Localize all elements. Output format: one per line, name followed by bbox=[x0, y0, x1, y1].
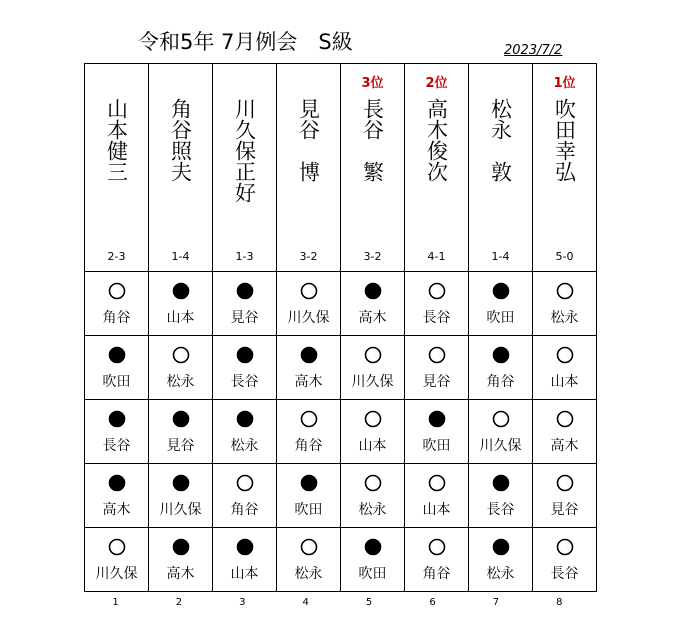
opponent-name: 松永 bbox=[166, 374, 195, 390]
player-rank: 2位 bbox=[425, 76, 448, 91]
result-cell bbox=[213, 464, 277, 528]
opponent-name: 松永 bbox=[358, 502, 387, 518]
opponent-name: 高木 bbox=[550, 438, 579, 454]
opponent-name: 川久保 bbox=[351, 374, 394, 390]
win-circle-icon bbox=[492, 410, 510, 428]
loss-circle-icon bbox=[300, 346, 318, 364]
result-cell bbox=[213, 336, 277, 400]
player-record: 4-1 bbox=[427, 250, 446, 263]
result-cell bbox=[533, 528, 597, 592]
win-circle-icon bbox=[428, 282, 446, 300]
win-circle-icon bbox=[428, 474, 446, 492]
opponent-name: 見谷 bbox=[166, 438, 195, 454]
result-cell bbox=[405, 400, 469, 464]
opponent-name: 松永 bbox=[294, 566, 323, 582]
win-circle-icon bbox=[364, 410, 382, 428]
win-circle-icon bbox=[172, 346, 190, 364]
round-row bbox=[85, 528, 597, 592]
result-cell bbox=[341, 464, 405, 528]
result-cell bbox=[405, 464, 469, 528]
player-header-cell bbox=[149, 64, 213, 272]
results-table bbox=[84, 63, 597, 592]
result-cell bbox=[277, 272, 341, 336]
win-circle-icon bbox=[556, 474, 574, 492]
opponent-name: 松永 bbox=[550, 310, 579, 326]
player-header-row bbox=[85, 64, 597, 272]
player-name: 川久保正好 bbox=[232, 98, 257, 203]
opponent-name: 長谷 bbox=[230, 374, 259, 390]
player-header-cell bbox=[405, 64, 469, 272]
opponent-name: 山本 bbox=[358, 438, 387, 454]
win-circle-icon bbox=[428, 538, 446, 556]
opponent-name: 川久保 bbox=[95, 566, 138, 582]
result-cell bbox=[533, 272, 597, 336]
player-name: 見谷 博 bbox=[296, 98, 321, 182]
player-record: 5-0 bbox=[555, 250, 574, 263]
round-row bbox=[85, 272, 597, 336]
opponent-name: 松永 bbox=[486, 566, 515, 582]
result-cell bbox=[533, 336, 597, 400]
loss-circle-icon bbox=[492, 538, 510, 556]
opponent-name: 長谷 bbox=[550, 566, 579, 582]
column-number: 8 bbox=[556, 597, 563, 608]
player-header-cell bbox=[213, 64, 277, 272]
opponent-name: 山本 bbox=[166, 310, 195, 326]
opponent-name: 山本 bbox=[230, 566, 259, 582]
opponent-name: 川久保 bbox=[159, 502, 202, 518]
loss-circle-icon bbox=[172, 282, 190, 300]
win-circle-icon bbox=[300, 410, 318, 428]
player-header-cell bbox=[533, 64, 597, 272]
loss-circle-icon bbox=[492, 474, 510, 492]
win-circle-icon bbox=[556, 346, 574, 364]
result-cell bbox=[469, 464, 533, 528]
opponent-name: 長谷 bbox=[422, 310, 451, 326]
opponent-name: 川久保 bbox=[287, 310, 330, 326]
column-number: 3 bbox=[239, 597, 246, 608]
result-cell bbox=[85, 528, 149, 592]
opponent-name: 角谷 bbox=[294, 438, 323, 454]
round-row bbox=[85, 336, 597, 400]
loss-circle-icon bbox=[492, 282, 510, 300]
result-cell bbox=[149, 272, 213, 336]
player-name: 山本健三 bbox=[104, 98, 129, 182]
opponent-name: 長谷 bbox=[486, 502, 515, 518]
column-number: 7 bbox=[492, 597, 500, 608]
loss-circle-icon bbox=[428, 410, 446, 428]
result-cell bbox=[277, 336, 341, 400]
opponent-name: 角谷 bbox=[422, 566, 451, 582]
win-circle-icon bbox=[108, 282, 126, 300]
result-cell bbox=[277, 464, 341, 528]
player-record: 3-2 bbox=[363, 250, 382, 263]
opponent-name: 松永 bbox=[230, 438, 259, 454]
player-header-cell bbox=[85, 64, 149, 272]
result-cell bbox=[149, 400, 213, 464]
loss-circle-icon bbox=[364, 282, 382, 300]
column-number: 2 bbox=[175, 597, 183, 608]
player-name: 角谷照夫 bbox=[168, 98, 193, 182]
loss-circle-icon bbox=[172, 538, 190, 556]
result-cell bbox=[341, 272, 405, 336]
round-row bbox=[85, 464, 597, 528]
column-number: 4 bbox=[302, 597, 309, 608]
round-row bbox=[85, 400, 597, 464]
opponent-name: 高木 bbox=[102, 502, 131, 518]
result-cell bbox=[85, 336, 149, 400]
opponent-name: 角谷 bbox=[102, 310, 131, 326]
player-header-cell bbox=[277, 64, 341, 272]
result-cell bbox=[469, 400, 533, 464]
loss-circle-icon bbox=[108, 346, 126, 364]
opponent-name: 吹田 bbox=[486, 310, 515, 326]
event-date: 2023/7/2 bbox=[504, 43, 563, 58]
loss-circle-icon bbox=[108, 474, 126, 492]
column-number: 5 bbox=[365, 597, 373, 608]
column-number: 1 bbox=[112, 597, 119, 608]
loss-circle-icon bbox=[364, 538, 382, 556]
result-cell bbox=[85, 464, 149, 528]
result-cell bbox=[277, 400, 341, 464]
loss-circle-icon bbox=[172, 410, 190, 428]
result-cell bbox=[469, 528, 533, 592]
loss-circle-icon bbox=[236, 410, 254, 428]
opponent-name: 角谷 bbox=[486, 374, 515, 390]
result-cell bbox=[341, 336, 405, 400]
result-cell bbox=[149, 528, 213, 592]
column-number: 6 bbox=[429, 597, 436, 608]
opponent-name: 長谷 bbox=[102, 438, 131, 454]
player-record: 2-3 bbox=[107, 250, 126, 263]
win-circle-icon bbox=[300, 282, 318, 300]
player-header-cell bbox=[469, 64, 533, 272]
win-circle-icon bbox=[556, 282, 574, 300]
win-circle-icon bbox=[556, 410, 574, 428]
loss-circle-icon bbox=[108, 410, 126, 428]
player-rank: 3位 bbox=[361, 76, 384, 91]
player-name: 長谷 繁 bbox=[360, 98, 385, 182]
loss-circle-icon bbox=[236, 282, 254, 300]
loss-circle-icon bbox=[172, 474, 190, 492]
loss-circle-icon bbox=[236, 538, 254, 556]
player-name: 吹田幸弘 bbox=[552, 98, 577, 182]
result-cell bbox=[213, 272, 277, 336]
result-cell bbox=[149, 464, 213, 528]
result-cell bbox=[277, 528, 341, 592]
page-title: 令和5年 7月例会 S級 bbox=[138, 30, 353, 54]
win-circle-icon bbox=[108, 538, 126, 556]
opponent-name: 角谷 bbox=[230, 502, 259, 518]
loss-circle-icon bbox=[300, 474, 318, 492]
result-cell bbox=[341, 528, 405, 592]
win-circle-icon bbox=[300, 538, 318, 556]
result-cell bbox=[405, 336, 469, 400]
player-record: 3-2 bbox=[299, 250, 318, 263]
loss-circle-icon bbox=[492, 346, 510, 364]
result-cell bbox=[341, 400, 405, 464]
opponent-name: 見谷 bbox=[230, 310, 259, 326]
opponent-name: 見谷 bbox=[422, 374, 451, 390]
result-cell bbox=[405, 528, 469, 592]
opponent-name: 高木 bbox=[294, 374, 323, 390]
result-cell bbox=[533, 464, 597, 528]
result-cell bbox=[149, 336, 213, 400]
win-circle-icon bbox=[364, 346, 382, 364]
opponent-name: 見谷 bbox=[550, 502, 579, 518]
result-cell bbox=[533, 400, 597, 464]
player-name: 松永 敦 bbox=[488, 98, 513, 182]
opponent-name: 高木 bbox=[358, 310, 387, 326]
result-cell bbox=[469, 336, 533, 400]
result-cell bbox=[85, 400, 149, 464]
win-circle-icon bbox=[428, 346, 446, 364]
win-circle-icon bbox=[556, 538, 574, 556]
player-record: 1-4 bbox=[491, 250, 510, 263]
player-rank: 1位 bbox=[553, 76, 576, 91]
result-cell bbox=[405, 272, 469, 336]
opponent-name: 高木 bbox=[166, 566, 195, 582]
opponent-name: 吹田 bbox=[422, 438, 451, 454]
opponent-name: 吹田 bbox=[294, 502, 323, 518]
player-header-cell bbox=[341, 64, 405, 272]
opponent-name: 吹田 bbox=[102, 374, 131, 390]
opponent-name: 吹田 bbox=[358, 566, 387, 582]
opponent-name: 山本 bbox=[422, 502, 451, 518]
opponent-name: 川久保 bbox=[479, 438, 522, 454]
win-circle-icon bbox=[364, 474, 382, 492]
player-record: 1-3 bbox=[235, 250, 254, 263]
result-cell bbox=[469, 272, 533, 336]
win-circle-icon bbox=[236, 474, 254, 492]
result-cell bbox=[85, 272, 149, 336]
player-name: 高木俊次 bbox=[424, 98, 449, 182]
loss-circle-icon bbox=[236, 346, 254, 364]
result-cell bbox=[213, 400, 277, 464]
opponent-name: 山本 bbox=[550, 374, 579, 390]
result-cell bbox=[213, 528, 277, 592]
player-record: 1-4 bbox=[171, 250, 190, 263]
